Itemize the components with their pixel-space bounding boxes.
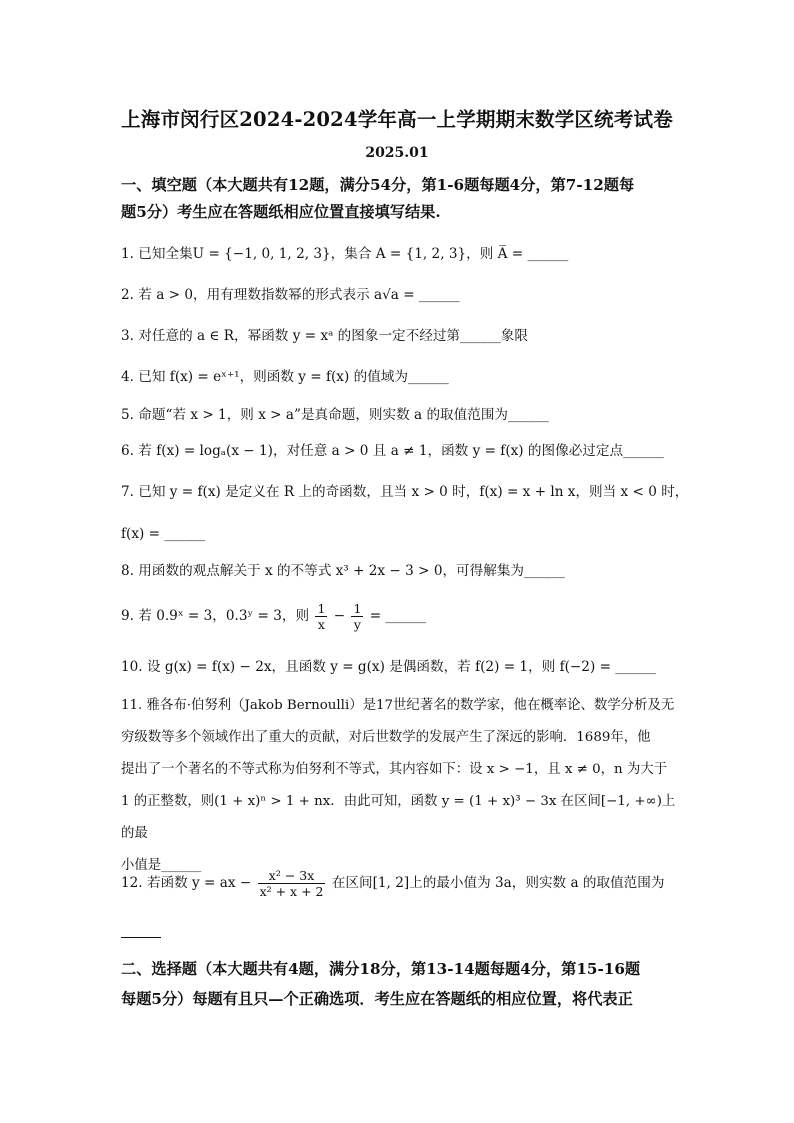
exam-title: 上海市闵行区2024-2024学年高一上学期期末数学区统考试卷 [121,108,673,131]
question-12-text: 12. 若函数 y = ax − [121,875,252,891]
question-8: 8. 用函数的观点解关于 x 的不等式 x³ + 2x − 3 > 0，可得解集为______ [121,563,565,579]
section-2-line-2: 每题5分）每题有且只—个正确选项．考生应在答题纸的相应位置，将代表正 [121,990,633,1008]
fraction-numerator: x² − 3x [258,868,326,884]
question-11-line-4: 1 的正整数，则(1 + x)ⁿ > 1 + nx．由此可知，函数 y = (1 + x)³ − 3x 在区间[−1, +∞)上的最 [121,794,676,841]
fraction-1-over-x [315,601,327,632]
section-1-heading [121,172,681,226]
minus-sign: − [333,608,346,624]
question-11-line-2: 穷级数等多个领域作出了重大的贡献，对后世数学的发展产生了深远的影响．1689年，他 [121,730,651,745]
answer-blank-text: = ______ [369,608,427,624]
fraction-denominator: x [317,617,325,632]
question-7-line-2: f(x) = ______ [121,526,206,542]
fraction-denominator: x² + x + 2 [259,884,324,899]
fraction-rational-expression [258,868,326,899]
question-2: 2. 若 a > 0，用有理数指数幂的形式表示 a√a = ______ [121,287,460,303]
question-9 [121,600,681,632]
section-1-line-1: 一、填空题（本大题共有12题，满分54分，第1-6题每题4分，第7-12题每 [121,176,635,194]
answer-blank-line [121,936,161,938]
question-11-line-3: 提出了一个著名的不等式称为伯努利不等式，其内容如下：设 x > −1，且 x ≠ 0，n 为大于 [121,762,668,777]
section-2-line-1: 二、选择题（本大题共有4题，满分18分，第13-14题每题4分，第15-16题 [121,960,641,978]
fraction-numerator: 1 [317,601,326,616]
fraction-denominator: y [353,617,361,632]
question-12 [121,866,681,900]
question-6: 6. 若 f(x) = logₐ(x − 1)，对任意 a > 0 且 a ≠ 1，函数 y = f(x) 的图像必过定点______ [121,443,664,459]
question-1: 1. 已知全集U = {−1, 0, 1, 2, 3}，集合 A = {1, 2, 3}，则 A̅ = ______ [121,246,569,262]
question-12-tail: 在区间[1, 2]上的最小值为 3a，则实数 a 的取值范围为 [331,875,665,891]
question-11-line-5: 小值是______ [121,858,202,873]
question-10: 10. 设 g(x) = f(x) − 2x，且函数 y = g(x) 是偶函数，若 f(2) = 1，则 f(−2) = ______ [121,659,657,675]
exam-date: 2025.01 [365,145,429,161]
fraction-1-over-y [351,601,363,632]
fraction-numerator: 1 [353,601,362,616]
section-2-heading [121,954,681,1014]
question-11 [121,690,677,882]
question-3: 3. 对任意的 a ∈ R，幂函数 y = xᵃ 的图象一定不经过第______象限 [121,328,528,344]
question-4: 4. 已知 f(x) = eˣ⁺¹，则函数 y = f(x) 的值域为______ [121,369,449,385]
question-5: 5. 命题“若 x > 1，则 x > a”是真命题，则实数 a 的取值范围为______ [121,407,549,423]
question-9-text: 9. 若 0.9ˣ = 3，0.3ʸ = 3，则 [121,608,310,624]
section-1-line-2: 题5分）考生应在答题纸相应位置直接填写结果. [121,203,441,221]
question-7-line-1: 7. 已知 y = f(x) 是定义在 R 上的奇函数，且当 x > 0 时，f(x) = x + ln x，则当 x < 0 时， [121,484,689,500]
question-11-line-1: 11. 雅各布·伯努利（Jakob Bernoulli）是17世纪著名的数学家，他在概率论、数学分析及无 [121,698,675,713]
